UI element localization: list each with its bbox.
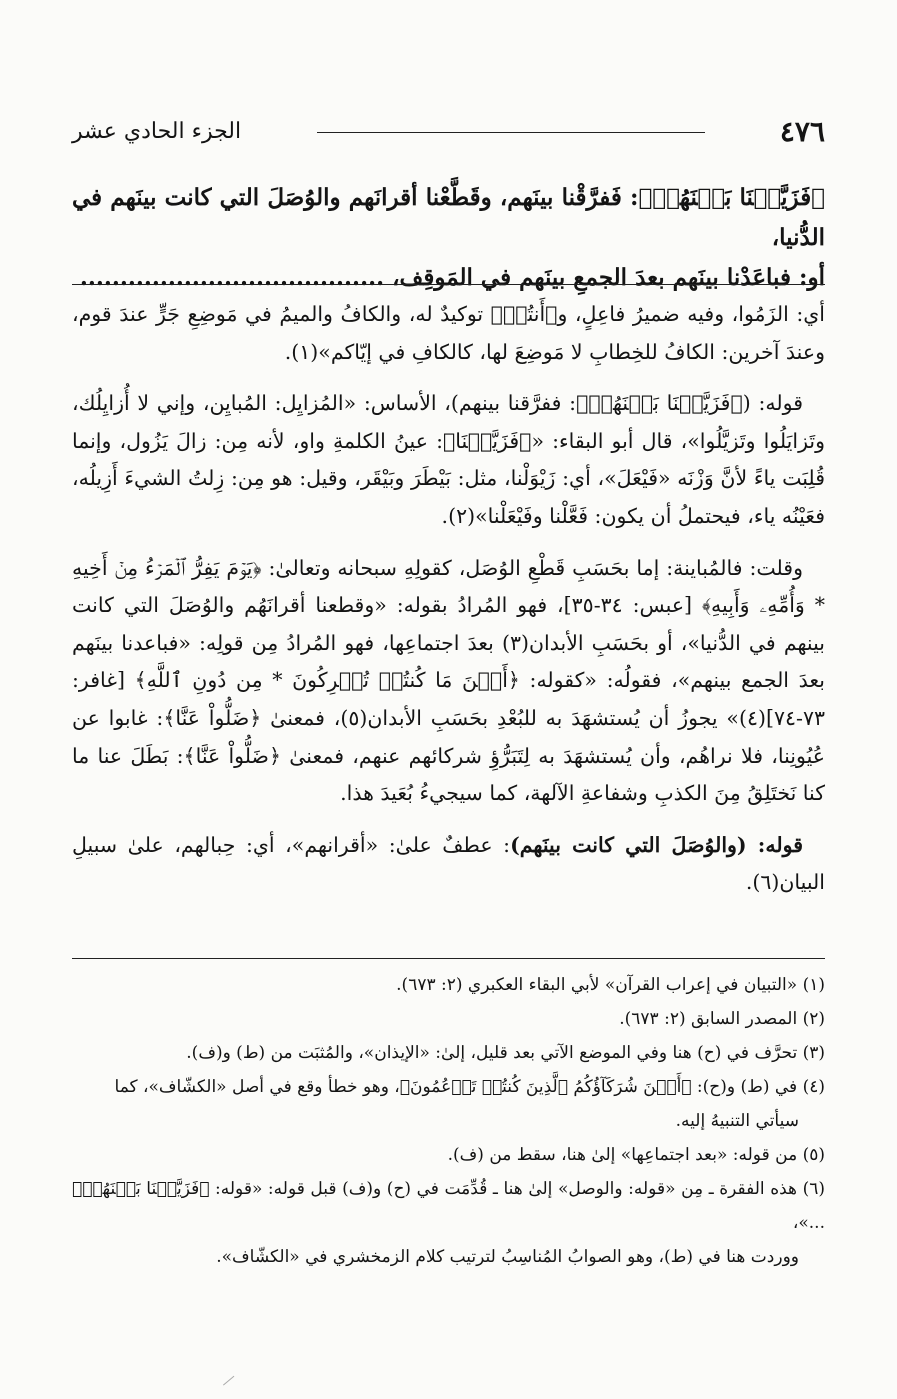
running-title: الجزء الحادي عشر [72, 119, 242, 144]
scan-mark [223, 1376, 235, 1387]
page-number: ٤٧٦ [779, 115, 825, 148]
footnote-divider [72, 958, 825, 959]
paragraph-4-lemma: قوله: (والوُصَلَ التي كانت بينَهم) [510, 832, 803, 857]
commentary-body [72, 296, 825, 916]
footnote-4-continued: سيأتي التنبيهُ إليه. [675, 1111, 799, 1131]
footnotes [72, 968, 825, 1274]
footnote-1: (١) «التبيان في إعراب القرآن» لأبي البقاء العكبري (٢: ٦٧٣). [396, 975, 825, 995]
header-rule [317, 132, 705, 133]
paragraph-4 [72, 827, 825, 902]
footnote-6: (٦) هذه الفقرة ـ مِن «قوله: والوصل» إلىٰ هنا ـ قُدِّمَت في (ح) و(ف) قبل قوله: «قوله: ﴿فَزَيَّلۡنَا بَيۡنَهُمۡ﴾ ...»، [72, 1179, 825, 1233]
page-header [72, 112, 825, 152]
matn-line-2: أو: فباعَدْنا بينَهم بعدَ الجمعِ بينَهم في المَوقِف، ...................................... [79, 264, 825, 291]
matn-line-1: ﴿فَزَيَّلۡنَا بَيۡنَهُمۡ﴾: فَفرَّقْنا بينَهم، وقَطَّعْنا أقرانَهم والوُصَلَ التي كانت بينَهم في الدُّنيا، [72, 184, 825, 251]
matn-text [72, 178, 825, 298]
paragraph-2: قوله: (﴿فَزَيَّلۡنَا بَيۡنَهُمۡ﴾: ففرَّقنا بينهم)، الأساس: «المُزايِل: المُبايِن، وإني لا أُزايِلُك، وتَزايَلُوا وتَزيَّلُوا»، قال أبو البقاء: «﴿فَزَيَّلۡنَا﴾: عينُ الكلمةِ واو، لأنه مِن: زالَ يَزُول، وإنما قُلِبَت ياءً لأنَّ وَزْنَه «فَيْعَلَ»، أي: زَيْوَلْنا، مثل: بَيْطَرَ وبَيْقَر، وقيل: هو مِن: زِلتُ الشيءَ أَزِيلُه، فعَيْنُه ياء، فيحتملُ أن يكون: فَعَّلْنا وفَيْعَلْنا»(٢). [72, 391, 825, 528]
footnote-4: (٤) في (ط) و(ح): ﴿أَيۡنَ شُرَكَآؤُكُمُ ٱلَّذِينَ كُنتُمۡ تَزۡعُمُونَ﴾، وهو خطأ وقع في أصل «الكشّاف»، كما [114, 1077, 825, 1097]
paragraph-1: أي: الزَمُوا، وفيه ضميرُ فاعِلٍ، و﴿أَنتُمۡ﴾ توكيدٌ له، والكافُ والميمُ في مَوضِعِ جَرٍّ عندَ قوم، وعندَ آخرين: الكافُ للخِطابِ لا مَوضِعَ لها، كالكافِ في إيّاكم»(١). [72, 302, 825, 364]
footnote-5: (٥) من قوله: «بعد اجتماعِها» إلىٰ هنا، سقط من (ف). [447, 1145, 825, 1165]
footnote-6-continued: ووردت هنا في (ط)، وهو الصوابُ المُناسِبُ لترتيب كلام الزمخشري في «الكشّاف». [216, 1247, 799, 1267]
footnote-2: (٢) المصدر السابق (٢: ٦٧٣). [619, 1009, 825, 1029]
footnote-3: (٣) تحرَّف في (ح) هنا وفي الموضع الآتي بعد قليل، إلىٰ: «الإيذان»، والمُثبَت من (ط) و(ف). [186, 1043, 825, 1063]
paragraph-3: وقلت: فالمُباينة: إما بحَسَبِ قَطْعِ الوُصَل، كقولِهِ سبحانه وتعالىٰ: ﴿يَوۡمَ يَفِرُّ ٱلۡمَرۡءُ مِنۡ أَخِيهِ * وَأُمِّهِۦ وَأَبِيهِ﴾ [عبس: ٣٤-٣٥]، فهو المُرادُ بقوله: «وقطعنا أقرانَهُم والوُصَلَ التي كانت بينهم في الدُّنيا»، أو بحَسَبِ الأبدان(٣) بعدَ اجتماعِها، فهو المُرادُ مِن قولِه: «فباعدنا بينَهم بعدَ الجمع بينهم»، فقولُه: «كقوله: ﴿أَيۡنَ مَا كُنتُمۡ تُشۡرِكُونَ * مِن دُونِ ٱللَّهِ﴾ [غافر: ٧٣-٧٤](٤)» يجوزُ أن يُستشهَدَ به للبُعْدِ بحَسَبِ الأبدان(٥)، فمعنىٰ ﴿ضَلُّواْ عَنَّا﴾: غابوا عن عُيُونِنا، فلا نراهُم، وأن يُستشهَدَ به لِتَبَرُّؤِ شركائهم عنهم، فمعنىٰ ﴿ضَلُّواْ عَنَّا﴾: بَطَلَ عنا ما كنا نَختَلِقُ مِنَ الكذبِ وشفاعةِ الآلهة، كما سيجيءُ بُعَيدَ هذا. [72, 555, 825, 806]
matn-divider [72, 284, 825, 285]
paragraph-4-text: : عطفٌ علىٰ: «أقرانهم»، أي: حِبالهم، علىٰ سبيلِ البيان(٦). [72, 832, 825, 895]
